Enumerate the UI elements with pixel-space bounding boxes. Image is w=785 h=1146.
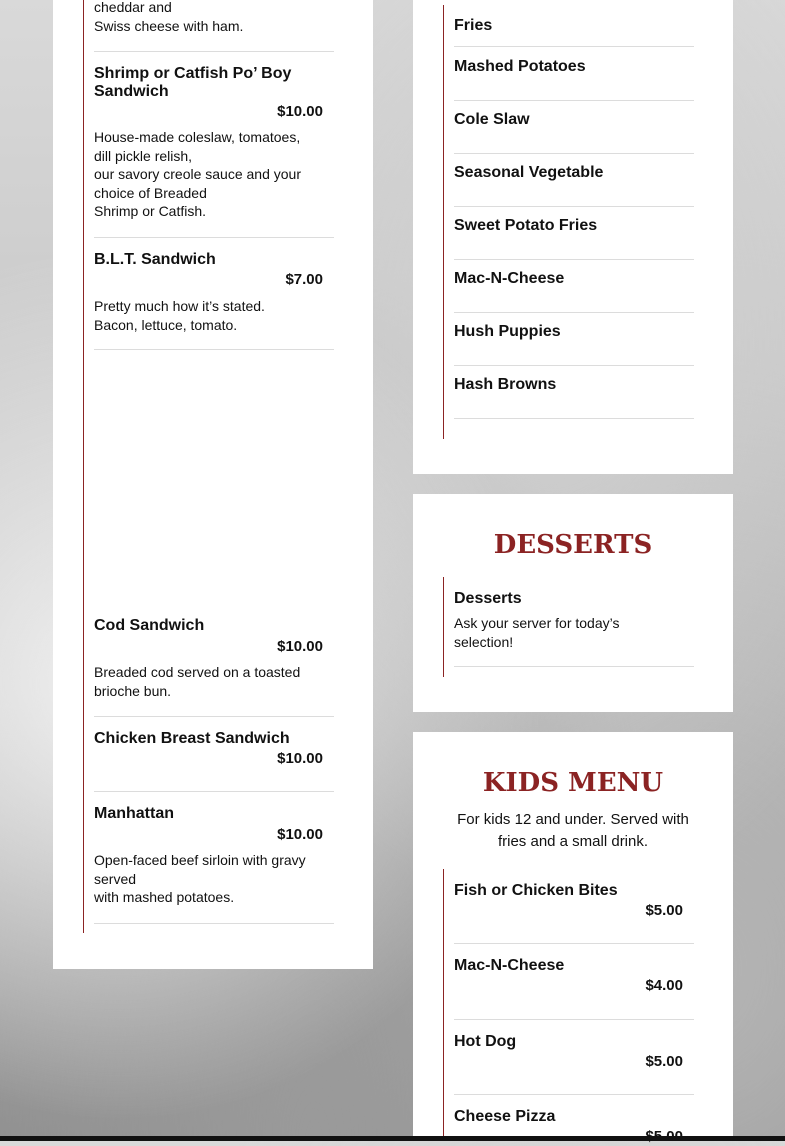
item-name: Chicken Breast Sandwich bbox=[94, 730, 290, 747]
item-name: Mac-N-Cheese bbox=[454, 270, 565, 287]
item-name: Cod Sandwich bbox=[94, 617, 205, 634]
sandwiches-list bbox=[83, 0, 344, 933]
side-item bbox=[454, 365, 694, 419]
section-note: For kids 12 and under. Served with fries and a small drink. bbox=[457, 811, 689, 850]
item-price: $5.00 bbox=[645, 1053, 683, 1070]
item-description: House-made coleslaw, tomatoes, dill pickle relish, our savory creole sauce and your choice of Breaded Shrimp or Catfish. bbox=[94, 129, 301, 219]
item-name: Fish or Chicken Bites bbox=[454, 882, 618, 899]
kids-list bbox=[443, 869, 704, 1141]
item-price: $4.00 bbox=[645, 977, 683, 994]
side-item bbox=[454, 206, 694, 260]
item-name: Manhattan bbox=[94, 805, 174, 822]
desserts-list bbox=[443, 577, 704, 677]
item-name: Mac-N-Cheese bbox=[454, 957, 565, 974]
menu-item bbox=[454, 869, 694, 944]
item-name: Desserts bbox=[454, 590, 522, 607]
menu-item bbox=[454, 577, 694, 667]
item-price: $5.00 bbox=[645, 902, 683, 919]
menu-item bbox=[94, 717, 334, 792]
item-name: Seasonal Vegetable bbox=[454, 164, 604, 181]
item-description: Breaded cod served on a toasted brioche bun. bbox=[94, 664, 301, 699]
menu-item bbox=[454, 944, 694, 1020]
item-name: Cole Slaw bbox=[454, 111, 530, 128]
sandwiches-card bbox=[53, 0, 373, 969]
item-price: $7.00 bbox=[285, 271, 323, 288]
desserts-card bbox=[413, 494, 733, 712]
menu-item bbox=[94, 792, 334, 924]
item-name: Shrimp or Catfish Po’ Boy Sandwich bbox=[94, 65, 292, 100]
item-description: Open-faced beef sirloin with gravy served with mashed potatoes. bbox=[94, 852, 306, 905]
section-heading: DESSERTS bbox=[493, 530, 653, 560]
item-price: $10.00 bbox=[277, 826, 323, 843]
item-description: cheddar and Swiss cheese with ham. bbox=[94, 0, 244, 34]
side-item bbox=[454, 259, 694, 313]
side-item bbox=[454, 100, 694, 154]
item-price: $10.00 bbox=[277, 103, 323, 120]
item-description: Pretty much how it’s stated. Bacon, lettuce, tomato. bbox=[94, 298, 265, 333]
item-price: $10.00 bbox=[277, 638, 323, 655]
menu-item bbox=[454, 1095, 694, 1141]
section-heading: KIDS MENU bbox=[482, 768, 664, 798]
sides-list bbox=[443, 5, 704, 439]
item-name: Mashed Potatoes bbox=[454, 58, 586, 75]
menu-item bbox=[454, 1020, 694, 1095]
menu-item bbox=[94, 52, 334, 238]
item-name: Hot Dog bbox=[454, 1033, 517, 1050]
item-name: Sweet Potato Fries bbox=[454, 217, 598, 234]
sides-card bbox=[413, 0, 733, 474]
bottom-edge-bar bbox=[0, 1136, 785, 1141]
item-name: Fries bbox=[454, 17, 493, 34]
side-item bbox=[454, 312, 694, 366]
side-item bbox=[454, 153, 694, 207]
item-price: $10.00 bbox=[277, 750, 323, 767]
menu-item bbox=[94, 350, 334, 717]
side-item bbox=[454, 5, 694, 47]
kids-menu-card bbox=[413, 732, 733, 1141]
item-description: Ask your server for today’s selection! bbox=[454, 615, 620, 650]
side-item bbox=[454, 47, 694, 101]
item-name: B.L.T. Sandwich bbox=[94, 251, 216, 268]
menu-item bbox=[94, 238, 334, 350]
menu-item bbox=[94, 0, 334, 52]
item-name: Hush Puppies bbox=[454, 323, 561, 340]
item-name: Hash Browns bbox=[454, 376, 557, 393]
item-name: Cheese Pizza bbox=[454, 1108, 556, 1125]
